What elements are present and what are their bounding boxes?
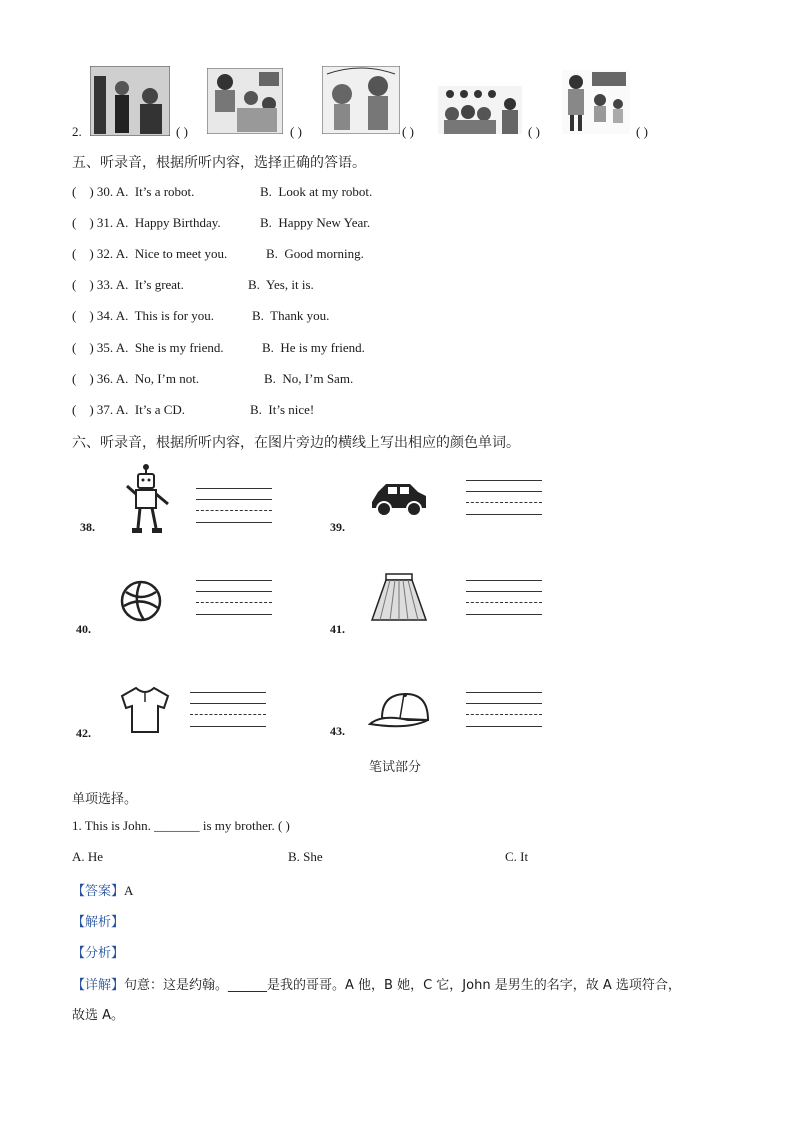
answer-value: A: [124, 883, 134, 898]
detail-label: 【详解】: [72, 978, 125, 993]
tshirt-icon: [118, 686, 172, 734]
question-32[interactable]: ( ) 32. A. Nice to meet you. B. Good morning.: [72, 246, 364, 261]
answer-paren-2[interactable]: ( ): [290, 124, 302, 139]
picture-3-icon: [322, 66, 400, 134]
detail-text-continued: 故选 A。: [72, 1008, 125, 1023]
question-37[interactable]: ( ) 37. A. It’s a CD. B. It’s nice!: [72, 402, 315, 417]
written-section-title: 笔试部分: [369, 760, 422, 775]
car-icon: [368, 478, 430, 518]
question-34[interactable]: ( ) 34. A. This is for you. B. Thank you.: [72, 308, 330, 323]
cap-icon: [368, 690, 434, 734]
question-31[interactable]: ( ) 31. A. Happy Birthday. B. Happy New Year.: [72, 215, 371, 230]
option-a[interactable]: A. He: [72, 849, 104, 864]
question-36[interactable]: ( ) 36. A. No, I’m not. B. No, I’m Sam.: [72, 371, 354, 386]
item-number-40: 40.: [76, 622, 91, 636]
item-number-39: 39.: [330, 520, 345, 534]
picture-5-icon: [562, 70, 630, 134]
item-number-43: 43.: [330, 724, 345, 738]
picture-row: [0, 66, 794, 146]
picture-1-icon: [90, 66, 170, 136]
answer-paren-5[interactable]: ( ): [636, 124, 648, 139]
answer-lines-38[interactable]: [196, 488, 272, 524]
answer-paren-1[interactable]: ( ): [176, 124, 188, 139]
answer-lines-43[interactable]: [466, 692, 542, 728]
section-six-heading: 六、听录音，根据所听内容，在图片旁边的横线上写出相应的颜色单词。: [72, 435, 520, 451]
detail-text: 句意：这是约翰。______是我的哥哥。A 他，B 她，C 它，John 是男生的名字，故 A 选项符合，: [124, 978, 681, 993]
picture-2-icon: [207, 68, 283, 134]
option-b[interactable]: B. She: [288, 849, 323, 864]
answer-label: 【答案】: [72, 884, 125, 899]
answer-row: [72, 880, 133, 899]
robot-icon: [124, 464, 176, 536]
item-number-42: 42.: [76, 726, 91, 740]
question-number: 2.: [72, 124, 82, 139]
question-35[interactable]: ( ) 35. A. She is my friend. B. He is my friend.: [72, 340, 365, 355]
answer-lines-39[interactable]: [466, 480, 542, 516]
fenxi-label: 【分析】: [72, 946, 125, 961]
detail-row: [72, 974, 732, 993]
question-30[interactable]: ( ) 30. A. It’s a robot. B. Look at my robot.: [72, 184, 373, 199]
question-1: 1. This is John. _______ is my brother. ( ): [72, 818, 290, 833]
answer-paren-4[interactable]: ( ): [528, 124, 540, 139]
answer-paren-3[interactable]: ( ): [402, 124, 414, 139]
question-33[interactable]: ( ) 33. A. It’s great. B. Yes, it is.: [72, 277, 314, 292]
single-choice-heading: 单项选择。: [72, 792, 138, 807]
picture-4-icon: [438, 86, 522, 134]
item-number-38: 38.: [80, 520, 95, 534]
skirt-icon: [370, 572, 428, 624]
answer-lines-40[interactable]: [196, 580, 272, 616]
analysis-label: 【解析】: [72, 915, 125, 930]
item-number-41: 41.: [330, 622, 345, 636]
section-five-heading: 五、听录音，根据所听内容，选择正确的答语。: [72, 155, 366, 171]
answer-lines-41[interactable]: [466, 580, 542, 616]
option-c[interactable]: C. It: [505, 849, 529, 864]
ball-icon: [120, 580, 162, 622]
answer-lines-42[interactable]: [190, 692, 266, 728]
